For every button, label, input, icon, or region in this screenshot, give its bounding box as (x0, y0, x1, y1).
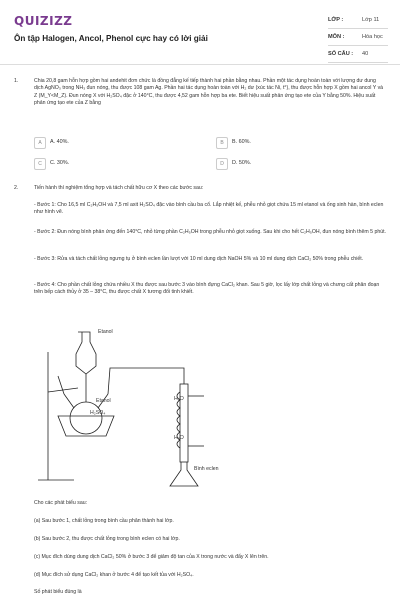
meta-key: MÔN : (328, 34, 345, 40)
step-text: - Bước 4: Cho phần chất lỏng chứa nhiều X thu được sau bước 3 vào bình đựng CaCl₂ khan. Sau 5 giờ, lọc lấy lớp chất lỏng và chưng cất phân đoạn trên bếp cách thủy ở 35 – 38°C, thu được chất X tương đối tinh khiết. (34, 282, 380, 296)
header-divider (0, 64, 400, 65)
header (0, 0, 400, 64)
statement-b: (b) Sau bước 2, thu được chất lỏng trong bình eclen có hai lớp. (34, 536, 180, 542)
label-etanol-flask: Etanol (96, 398, 111, 404)
option-text: C. 30%. (50, 160, 70, 166)
statements-intro: Cho các phát biểu sau: (34, 500, 88, 506)
statement-d: (d) Mục đích sử dụng CaCl₂ khan ở bước 4 để tạo kết tủa với H₂SO₄. (34, 572, 194, 578)
option-c[interactable] (34, 158, 184, 169)
meta-row-count (328, 46, 388, 63)
statement-c: (c) Mục đích dùng dung dịch CaCl₂ 50% ở bước 3 để giảm độ tan của X trong nước và đẩy X lên trên. (34, 554, 269, 560)
question-number: 2. (14, 185, 19, 191)
statement-a: (a) Sau bước 1, chất lỏng trong bình cầu phân thành hai lớp. (34, 518, 174, 524)
meta-row-grade (328, 12, 388, 29)
option-d[interactable] (216, 158, 366, 169)
meta-value: Hóa học (362, 34, 383, 40)
count-prompt: Số phát biểu đúng là (34, 589, 82, 595)
meta-key: LỚP : (328, 17, 344, 23)
option-text: B. 60%. (232, 139, 251, 145)
step-text: - Bước 1: Cho 16,5 ml C₂H₅OH và 7,5 ml axit H₂SO₄ đặc vào bình cầu ba cổ. Lắp nhiệt kế, phễu nhỏ giọt chứa 15 ml etanol và ống sinh hàn, bình eclen như hình vẽ. (34, 202, 384, 216)
option-b[interactable] (216, 137, 366, 148)
label-h2so4: H₂SO₄ (90, 410, 106, 416)
question-intro: Tiến hành thí nghiệm tổng hợp và tách chất hữu cơ X theo các bước sau: (34, 185, 204, 191)
apparatus-diagram (34, 322, 234, 490)
label-eclen: Bình eclen (194, 466, 219, 472)
option-letter: D (216, 158, 228, 170)
connecting-tube (108, 368, 184, 394)
step-text: - Bước 2: Đun nóng bình phản ứng đến 140°C, nhỏ từng phần C₂H₅OH trong phễu nhỏ giọt xuống. Sau khi cho hết C₂H₅OH, đun nóng bình thêm 5 phút. (34, 229, 387, 235)
label-h2o-bottom: H₂O (174, 435, 184, 441)
page-title: Ôn tập Halogen, Ancol, Phenol cực hay có lời giải (14, 34, 208, 43)
thermometer (58, 376, 64, 394)
meta-key: SỐ CÂU : (328, 51, 354, 57)
three-neck-flask (70, 402, 102, 434)
meta-value: Lớp 11 (362, 17, 380, 23)
option-letter: A (34, 137, 46, 149)
meta-value: 40 (362, 51, 369, 57)
option-letter: B (216, 137, 228, 149)
heating-bath (58, 416, 114, 436)
quizizz-logo: QUIZIZZ (14, 14, 73, 28)
label-etanol-top: Etanol (98, 329, 113, 335)
question-number: 1. (14, 78, 19, 84)
dropping-funnel (76, 332, 96, 374)
meta-table (328, 12, 388, 63)
option-letter: C (34, 158, 46, 170)
label-h2o-top: H₂O (174, 396, 184, 402)
meta-row-subject (328, 29, 388, 46)
option-text: D. 50%. (232, 160, 252, 166)
step-text: - Bước 3: Rửa và tách chất lỏng ngưng tụ ở bình eclen lần lượt với 10 ml dung dịch NaOH 5% và 10 ml dung dịch CaCl₂ 50% trong phễu chiết. (34, 256, 364, 262)
question-text: Chia 20,8 gam hỗn hợp gồm hai andehit đơn chức là đồng đẳng kế tiếp thành hai phần bằng nhau. Phần một tác dụng hoàn toàn với lượng dư dung dịch AgNO₃ trong NH₃ đun nóng, thu được 108 gam Ag. Phần hai tác dụng hoàn toàn với H₂ dư (xúc tác Ni, t°), thu được hỗn hợp X gồm hai ancol Y và Z (M_Y<M_Z). Đun nóng X với H₂SO₄ đặc ở 140°C, thu được 4,52 gam hỗn hợp ba ete. Biết hiệu suất phản ứng tạo ete của Y bằng 50%. Hiệu suất phản ứng tạo ete của Z bằng (34, 78, 384, 107)
option-a[interactable] (34, 137, 184, 148)
option-text: A. 40%. (50, 139, 69, 145)
